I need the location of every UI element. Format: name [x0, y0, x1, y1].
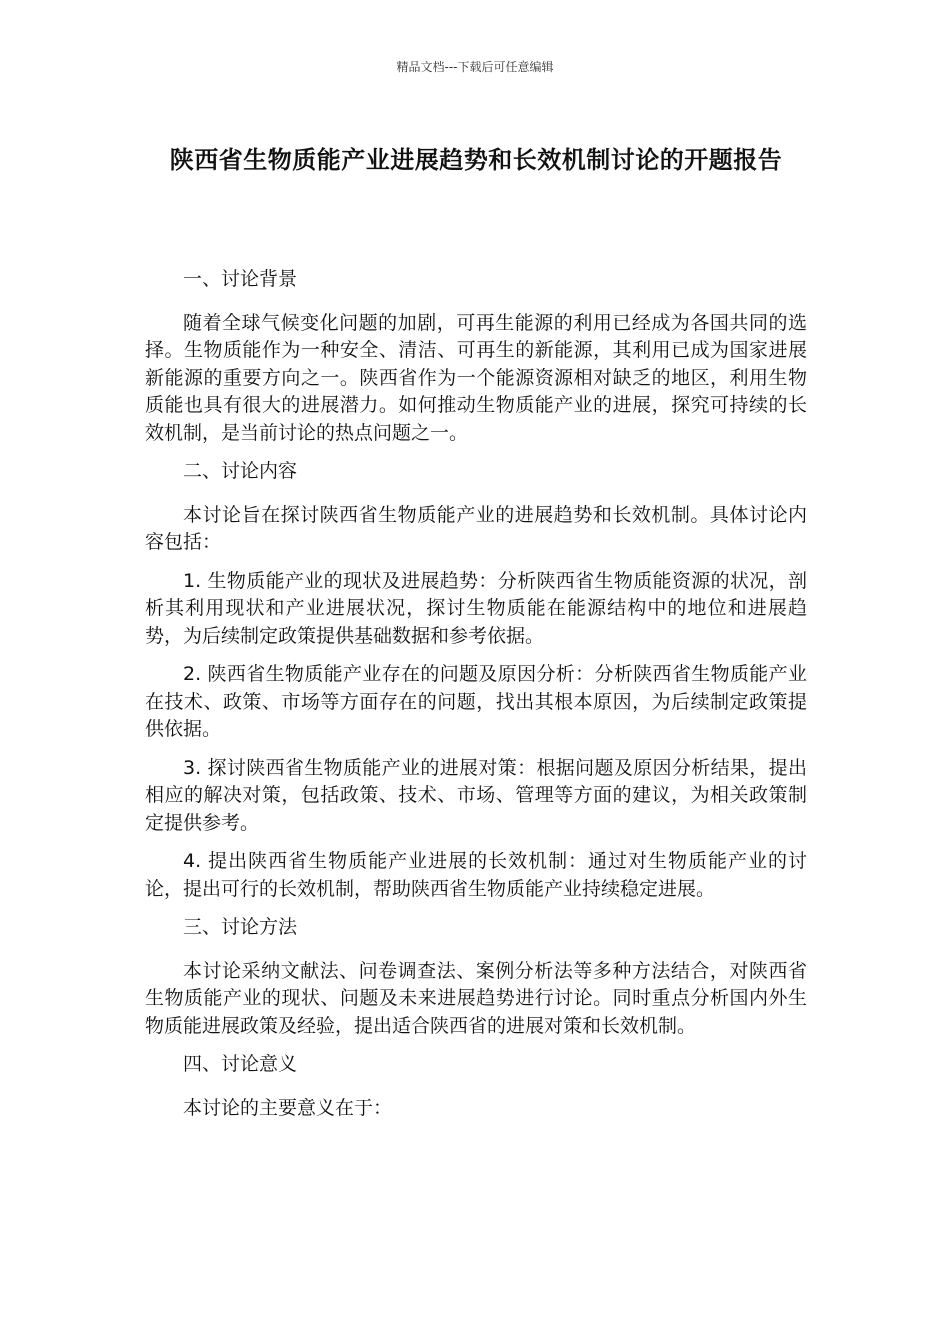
paragraph: 随着全球气候变化问题的加剧，可再生能源的利用已经成为各国共同的选择。生物质能作为一种安全、清洁、可再生的新能源，其利用已成为国家进展新能源的重要方向之一。陕西省作为一个能源资源相对缺乏的地区，利用生物质能也具有很大的进展潜力。如何推动生物质能产业的进展，探究可持续的长效机制，是当前讨论的热点问题之一。 [145, 311, 807, 444]
list-item: 3. 探讨陕西省生物质能产业的进展对策：根据问题及原因分析结果，提出相应的解决对策，包括政策、技术、市场、管理等方面的建议，为相关政策制定提供参考。 [145, 756, 807, 834]
section-heading: 三、讨论方法 [183, 916, 298, 938]
section-heading: 二、讨论内容 [183, 460, 298, 482]
paragraph: 本讨论采纳文献法、问卷调查法、案例分析法等多种方法结合，对陕西省生物质能产业的现状、问题及未来进展趋势进行讨论。同时重点分析国内外生物质能进展政策及经验，提出适合陕西省的进展对策和长效机制。 [145, 959, 807, 1037]
paragraph: 本讨论旨在探讨陕西省生物质能产业的进展趋势和长效机制。具体讨论内容包括： [145, 503, 807, 553]
list-item: 1. 生物质能产业的现状及进展趋势：分析陕西省生物质能资源的状况，剖析其利用现状和产业进展状况，探讨生物质能在能源结构中的地位和进展趋势，为后续制定政策提供基础数据和参考依据。 [145, 569, 807, 647]
paragraph: 本讨论的主要意义在于： [183, 1096, 393, 1119]
list-item: 4. 提出陕西省生物质能产业进展的长效机制：通过对生物质能产业的讨论，提出可行的长效机制，帮助陕西省生物质能产业持续稳定进展。 [145, 850, 807, 900]
section-heading: 四、讨论意义 [183, 1053, 298, 1075]
page-header: 精品文档---下载后可任意编辑 [396, 60, 554, 74]
document-title: 陕西省生物质能产业进展趋势和长效机制讨论的开题报告 [169, 146, 783, 174]
document-body [145, 266, 807, 1133]
section-heading: 一、讨论背景 [183, 268, 298, 290]
list-item: 2. 陕西省生物质能产业存在的问题及原因分析：分析陕西省生物质能产业在技术、政策、市场等方面存在的问题，找出其根本原因，为后续制定政策提供依据。 [145, 663, 807, 740]
